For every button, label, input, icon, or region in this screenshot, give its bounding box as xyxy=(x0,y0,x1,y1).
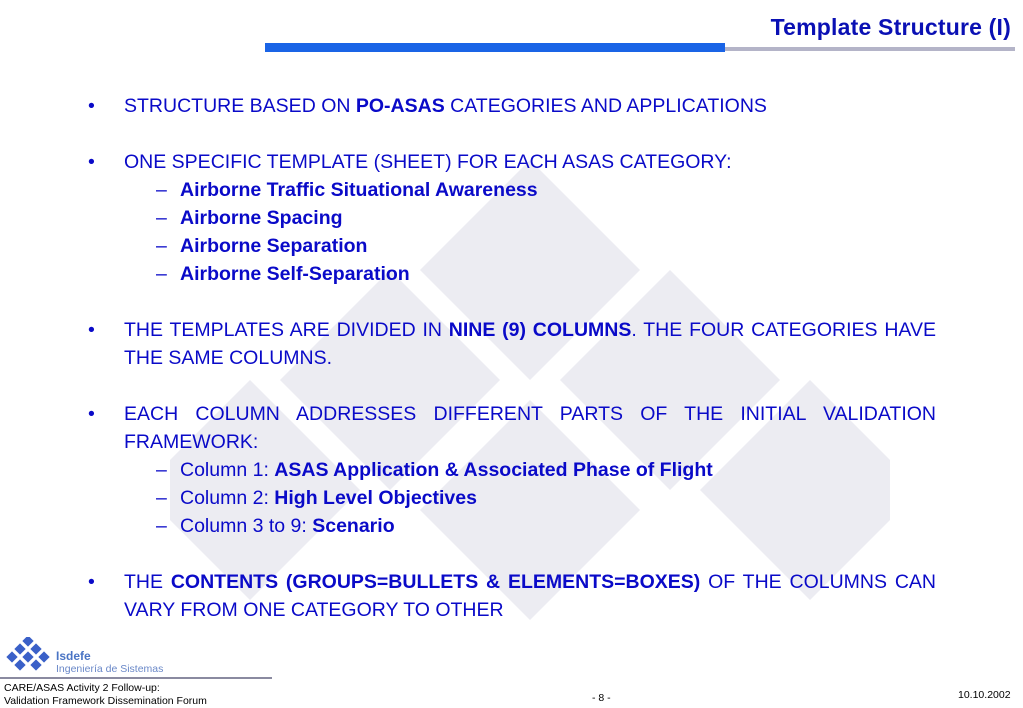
footer-event-line1: CARE/ASAS Activity 2 Follow-up: xyxy=(4,682,160,694)
sub-item xyxy=(98,176,936,204)
title-accent-bar xyxy=(265,43,725,52)
sub-item-prefix: Column 1: xyxy=(180,459,275,481)
footer-event xyxy=(4,682,207,708)
sub-item xyxy=(98,484,936,512)
sub-item-value: Airborne Traffic Situational Awareness xyxy=(180,179,538,201)
bullet-emphasis: CONTENTS (GROUPS=BULLETS & ELEMENTS=BOXES) xyxy=(170,571,701,593)
sub-item-value: Airborne Spacing xyxy=(180,207,343,229)
bullet-emphasis: NINE (9) COLUMNS xyxy=(448,319,632,341)
logo-subtitle: Ingeniería de Sistemas xyxy=(56,663,164,675)
page-number: - 8 - xyxy=(592,692,611,704)
bullet-item xyxy=(98,568,936,624)
page-title: Template Structure (I) xyxy=(770,14,1011,40)
bullet-text: ONE SPECIFIC TEMPLATE (SHEET) FOR EACH ASAS CATEGORY: xyxy=(124,151,732,173)
bullet-text: STRUCTURE BASED ON xyxy=(124,95,356,117)
sub-item-value: Airborne Separation xyxy=(180,235,368,257)
bullet-text: . THE FOUR CATEGORIES HAVE THE SAME COLUMNS. xyxy=(124,319,936,369)
bullet-text: EACH COLUMN ADDRESSES DIFFERENT PARTS OF THE INITIAL VALIDATION FRAMEWORK: xyxy=(124,403,936,453)
title-divider xyxy=(725,47,1015,51)
sub-item-value: ASAS Application & Associated Phase of Flight xyxy=(274,459,713,481)
bullet-text: OF THE COLUMNS CAN VARY FROM ONE CATEGORY TO OTHER xyxy=(124,571,936,621)
sub-item-value: Scenario xyxy=(312,515,395,537)
bullet-text: CATEGORIES AND APPLICATIONS xyxy=(444,95,767,117)
sub-item xyxy=(98,512,936,540)
bullet-item xyxy=(98,148,936,176)
bullet-item xyxy=(98,400,936,456)
sub-item-value: Airborne Self-Separation xyxy=(180,263,410,285)
footer-divider xyxy=(0,677,272,679)
sub-item xyxy=(98,232,936,260)
bullet-list xyxy=(98,92,936,624)
logo-name: Isdefe xyxy=(56,649,91,663)
sub-item-prefix: Column 3 to 9: xyxy=(180,515,313,537)
bullet-item xyxy=(98,316,936,372)
bullet-text: THE TEMPLATES ARE DIVIDED IN xyxy=(124,319,449,341)
sub-item xyxy=(98,456,936,484)
sub-item xyxy=(98,204,936,232)
bullet-item xyxy=(98,92,936,120)
sub-item-prefix: Column 2: xyxy=(180,487,275,509)
bullet-text: THE xyxy=(124,571,171,593)
sub-item xyxy=(98,260,936,288)
footer-date: 10.10.2002 xyxy=(958,689,1011,701)
footer-event-line2: Validation Framework Dissemination Forum xyxy=(4,695,207,707)
bullet-emphasis: PO-ASAS xyxy=(355,95,445,117)
sub-item-value: High Level Objectives xyxy=(274,487,477,509)
isdefe-logo-icon xyxy=(4,637,52,673)
